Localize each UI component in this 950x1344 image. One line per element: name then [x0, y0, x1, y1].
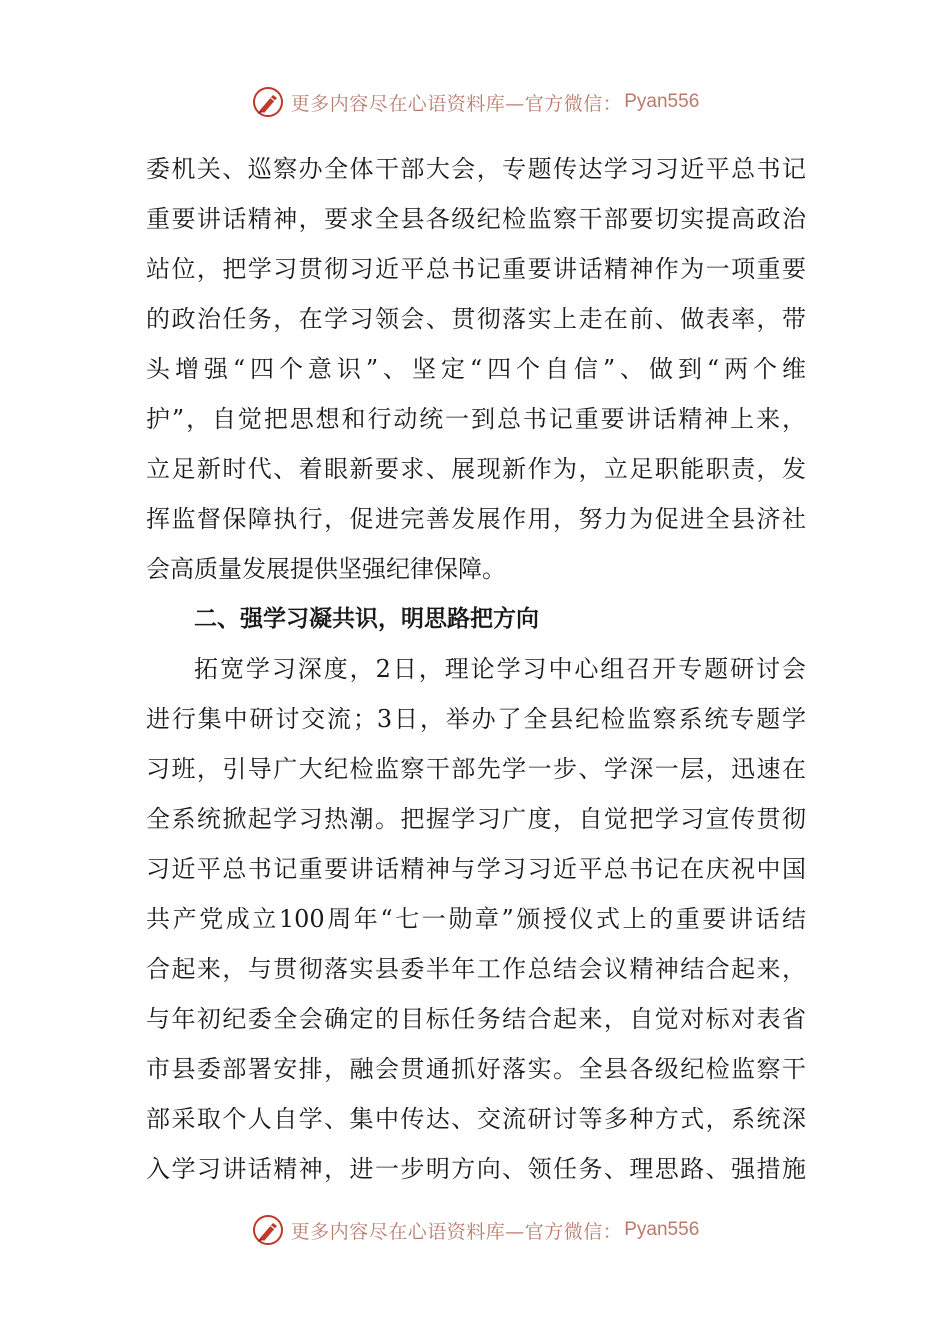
paragraph-line: 拓宽学习深度，2日，理论学习中心组召开专题研讨会: [194, 655, 806, 683]
section-heading: 二、强学习凝共识，明思路把方向: [194, 606, 539, 632]
paragraph-line: 挥监督保障执行，促进完善发展作用，努力为促进全县济社: [146, 505, 806, 533]
article-body: [146, 144, 806, 1194]
banner-text: 更多内容尽在心语资料库—官方微信：: [290, 1220, 623, 1243]
paragraph-line: 会高质量发展提供坚强纪律保障。: [146, 555, 506, 583]
pen-nib-logo-icon: [251, 85, 285, 119]
paragraph-line: 部采取个人自学、集中传达、交流研讨等多种方式，系统深: [146, 1105, 806, 1133]
paragraph-line: 习近平总书记重要讲话精神与学习习近平总书记在庆祝中国: [146, 855, 806, 883]
paragraph-line: 护”，自觉把思想和行动统一到总书记重要讲话精神上来，: [146, 405, 806, 433]
paragraph-line: 市县委部署安排，融会贯通抓好落实。全县各级纪检监察干: [146, 1055, 806, 1083]
paragraph-line: 头增强“四个意识”、坚定“四个自信”、做到“两个维: [146, 355, 806, 383]
footer-banner: [0, 1210, 950, 1250]
paragraph-line: 合起来，与贯彻落实县委半年工作总结会议精神结合起来，: [146, 955, 806, 983]
paragraph-line: 重要讲话精神，要求全县各级纪检监察干部要切实提高政治: [146, 205, 806, 233]
paragraph-line: 入学习讲话精神，进一步明方向、领任务、理思路、强措施: [146, 1155, 806, 1183]
paragraph-line: 全系统掀起学习热潮。把握学习广度，自觉把学习宣传贯彻: [146, 805, 806, 833]
header-banner: [0, 82, 950, 122]
paragraph-line: 的政治任务，在学习领会、贯彻落实上走在前、做表率，带: [146, 305, 806, 333]
paragraph-line: 站位，把学习贯彻习近平总书记重要讲话精神作为一项重要: [146, 255, 806, 283]
paragraph-line: 委机关、巡察办全体干部大会，专题传达学习习近平总书记: [146, 155, 806, 183]
pen-nib-logo-icon: [251, 1213, 285, 1247]
paragraph-line: 习班，引导广大纪检监察干部先学一步、学深一层，迅速在: [146, 755, 806, 783]
banner-wechat-id: Pyan556: [624, 91, 700, 112]
paragraph-line: 共产党成立100周年“七一勋章”颁授仪式上的重要讲话结: [146, 905, 806, 933]
paragraph-line: 与年初纪委全会确定的目标任务结合起来，自觉对标对表省: [146, 1005, 806, 1033]
paragraph-line: 进行集中研讨交流；3日，举办了全县纪检监察系统专题学: [146, 705, 806, 733]
banner-text: 更多内容尽在心语资料库—官方微信：: [290, 92, 623, 115]
banner-wechat-id: Pyan556: [624, 1219, 700, 1240]
paragraph-line: 立足新时代、着眼新要求、展现新作为，立足职能职责，发: [146, 455, 806, 483]
